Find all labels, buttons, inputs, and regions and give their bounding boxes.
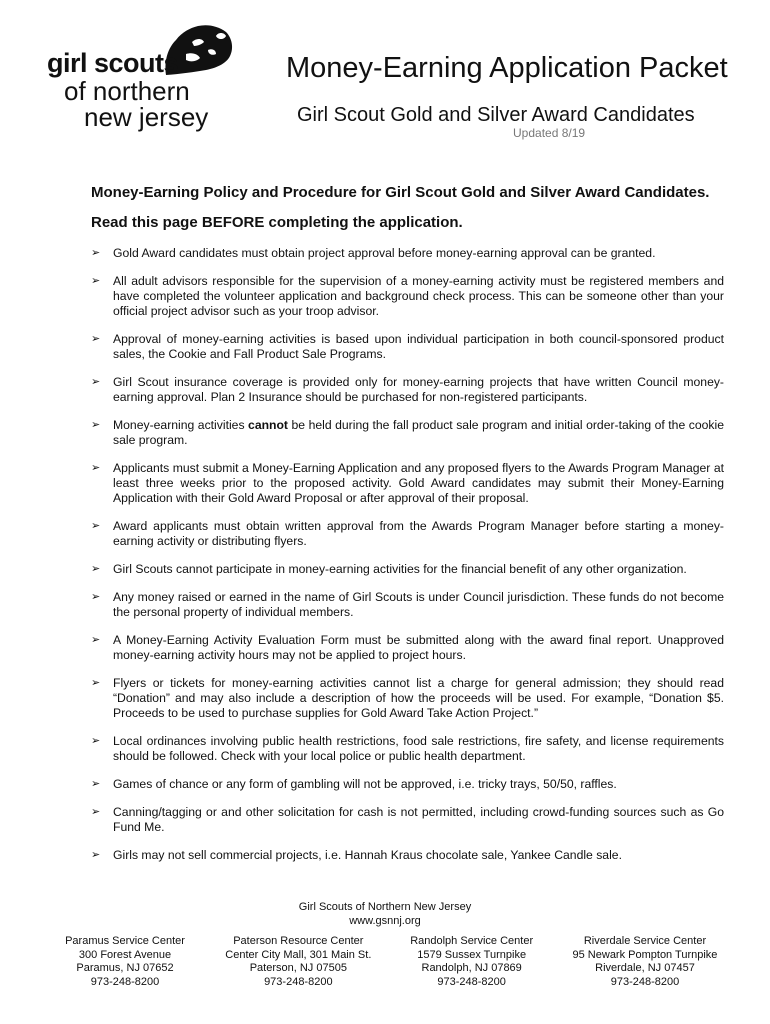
footer-org-block bbox=[0, 900, 770, 928]
document-subtitle: Girl Scout Gold and Silver Award Candidates bbox=[297, 104, 695, 126]
policy-rule-text: All adult advisors responsible for the supervision of a money-earning activity must be registered members and have completed the volunteer application and background check process. This can be someone other than your official project advisor such as your troop advisor. bbox=[113, 274, 724, 318]
service-center-phone: 973-248-8200 bbox=[90, 975, 160, 988]
service-center-name: Paterson Resource Center bbox=[233, 935, 364, 947]
updated-date: Updated 8/19 bbox=[513, 126, 586, 140]
policy-heading: Money-Earning Policy and Procedure for Girl Scout Gold and Silver Award Candidates. bbox=[91, 184, 710, 201]
arrow-bullet-icon: ➢ bbox=[91, 591, 101, 603]
policy-rule bbox=[91, 676, 724, 721]
emphasis: cannot bbox=[248, 418, 288, 432]
arrow-bullet-icon: ➢ bbox=[91, 247, 101, 259]
policy-rule bbox=[91, 805, 724, 835]
policy-rule-text: Applicants must submit a Money-Earning Application and any proposed flyers to the Awards Program Manager at least three weeks prior to the proposed activity. Gold Award candidates may submit their Money-Earning Application with their Gold Award Proposal or after approval of their proposal. bbox=[113, 461, 724, 505]
arrow-bullet-icon: ➢ bbox=[91, 778, 101, 790]
policy-rule-text: Award applicants must obtain written approval from the Awards Program Manager before starting a money-earning activity or distributing flyers. bbox=[113, 519, 724, 548]
arrow-bullet-icon: ➢ bbox=[91, 462, 101, 474]
arrow-bullet-icon: ➢ bbox=[91, 563, 101, 575]
service-center bbox=[560, 935, 730, 989]
policy-rule-text: Approval of money-earning activities is based upon individual participation in both council-sponsored product sales, the Cookie and Fall Product Sale Programs. bbox=[113, 332, 724, 361]
service-center-street: 300 Forest Avenue bbox=[78, 948, 172, 961]
policy-rule bbox=[91, 274, 724, 319]
policy-rule-text: Any money raised or earned in the name of Girl Scouts is under Council jurisdiction. These funds do not become the personal property of individual members. bbox=[113, 590, 724, 619]
service-center-city: Randolph, NJ 07869 bbox=[421, 962, 522, 974]
policy-rule-text: Flyers or tickets for money-earning activities cannot list a charge for general admission; they should read “Donation” and may also include a description of how the proceeds will be used. For example, “Donation $5. Proceeds to be used to purchase supplies for Gold Award Take Action Project.” bbox=[113, 676, 724, 720]
footer-website: www.gsnnj.org bbox=[349, 915, 421, 927]
policy-rule-text: Girls may not sell commercial projects, i.e. Hannah Kraus chocolate sale, Yankee Candle sale. bbox=[113, 848, 622, 862]
policy-rule bbox=[91, 332, 724, 362]
service-center-name: Randolph Service Center bbox=[410, 935, 534, 947]
service-center-city: Paterson, NJ 07505 bbox=[249, 962, 347, 974]
service-center bbox=[213, 935, 383, 989]
logo-region-line2: new jersey bbox=[84, 102, 209, 132]
arrow-bullet-icon: ➢ bbox=[91, 735, 101, 747]
arrow-bullet-icon: ➢ bbox=[91, 520, 101, 532]
service-center-city: Paramus, NJ 07652 bbox=[76, 962, 174, 974]
policy-rule bbox=[91, 633, 724, 663]
policy-rule-text: A Money-Earning Activity Evaluation Form must be submitted along with the award final report. Unapproved money-earning activity hours may not be applied to project hours. bbox=[113, 633, 724, 662]
policy-rule bbox=[91, 418, 724, 448]
service-center-street: Center City Mall, 301 Main St. bbox=[225, 948, 372, 961]
girl-scouts-logo bbox=[40, 20, 209, 135]
policy-rule-text: Local ordinances involving public health restrictions, food sale restrictions, fire safety, and license requirements should be followed. Check with your local police or public health department. bbox=[113, 734, 724, 763]
footer-org-name: Girl Scouts of Northern New Jersey bbox=[298, 901, 472, 913]
service-center-phone: 973-248-8200 bbox=[610, 975, 680, 988]
logo-region-line1: of northern bbox=[64, 76, 190, 106]
arrow-bullet-icon: ➢ bbox=[91, 376, 101, 388]
arrow-bullet-icon: ➢ bbox=[91, 275, 101, 287]
policy-rule bbox=[91, 461, 724, 506]
service-center-phone: 973-248-8200 bbox=[264, 975, 333, 988]
service-center-street: 95 Newark Pompton Turnpike bbox=[572, 948, 718, 961]
policy-rule bbox=[91, 777, 724, 792]
service-center-phone: 973-248-8200 bbox=[437, 975, 506, 988]
service-center-street: 1579 Sussex Turnpike bbox=[417, 948, 527, 961]
policy-rule-text: Canning/tagging or and other solicitation for cash is not permitted, including crowd-funding sources such as Go Fund Me. bbox=[113, 805, 724, 834]
service-center-name: Paramus Service Center bbox=[65, 935, 185, 947]
policy-rule bbox=[91, 519, 724, 549]
policy-rule-text: Games of chance or any form of gambling will not be approved, i.e. tricky trays, 50/50, raffles. bbox=[113, 777, 617, 791]
policy-rule-text: Girl Scouts cannot participate in money-earning activities for the financial benefit of any other organization. bbox=[113, 562, 687, 576]
policy-rules-list bbox=[91, 246, 724, 863]
read-first-heading: Read this page BEFORE completing the application. bbox=[91, 214, 463, 231]
service-center-city: Riverdale, NJ 07457 bbox=[595, 962, 695, 974]
service-centers bbox=[40, 935, 730, 989]
policy-rule-text: Money-earning activities cannot be held during the fall product sale program and initial order-taking of the cookie sale program. bbox=[113, 418, 724, 447]
service-center-name: Riverdale Service Center bbox=[583, 935, 707, 947]
policy-rule-text: Gold Award candidates must obtain project approval before money-earning approval can be granted. bbox=[113, 246, 656, 260]
arrow-bullet-icon: ➢ bbox=[91, 677, 101, 689]
policy-rule bbox=[91, 734, 724, 764]
policy-rule bbox=[91, 590, 724, 620]
policy-rule bbox=[91, 375, 724, 405]
policy-rule bbox=[91, 246, 724, 261]
arrow-bullet-icon: ➢ bbox=[91, 634, 101, 646]
policy-rule-text: Girl Scout insurance coverage is provided only for money-earning projects that have written Council money-earning approval. Plan 2 Insurance should be purchased for non-registered participants. bbox=[113, 375, 724, 404]
arrow-bullet-icon: ➢ bbox=[91, 849, 101, 861]
policy-rule bbox=[91, 562, 724, 577]
service-center bbox=[387, 935, 557, 989]
arrow-bullet-icon: ➢ bbox=[91, 333, 101, 345]
arrow-bullet-icon: ➢ bbox=[91, 419, 101, 431]
policy-rule bbox=[91, 848, 724, 863]
service-center bbox=[40, 935, 210, 989]
arrow-bullet-icon: ➢ bbox=[91, 806, 101, 818]
document-title: Money-Earning Application Packet bbox=[286, 52, 728, 84]
logo-brand-text: girl scouts bbox=[47, 48, 179, 78]
